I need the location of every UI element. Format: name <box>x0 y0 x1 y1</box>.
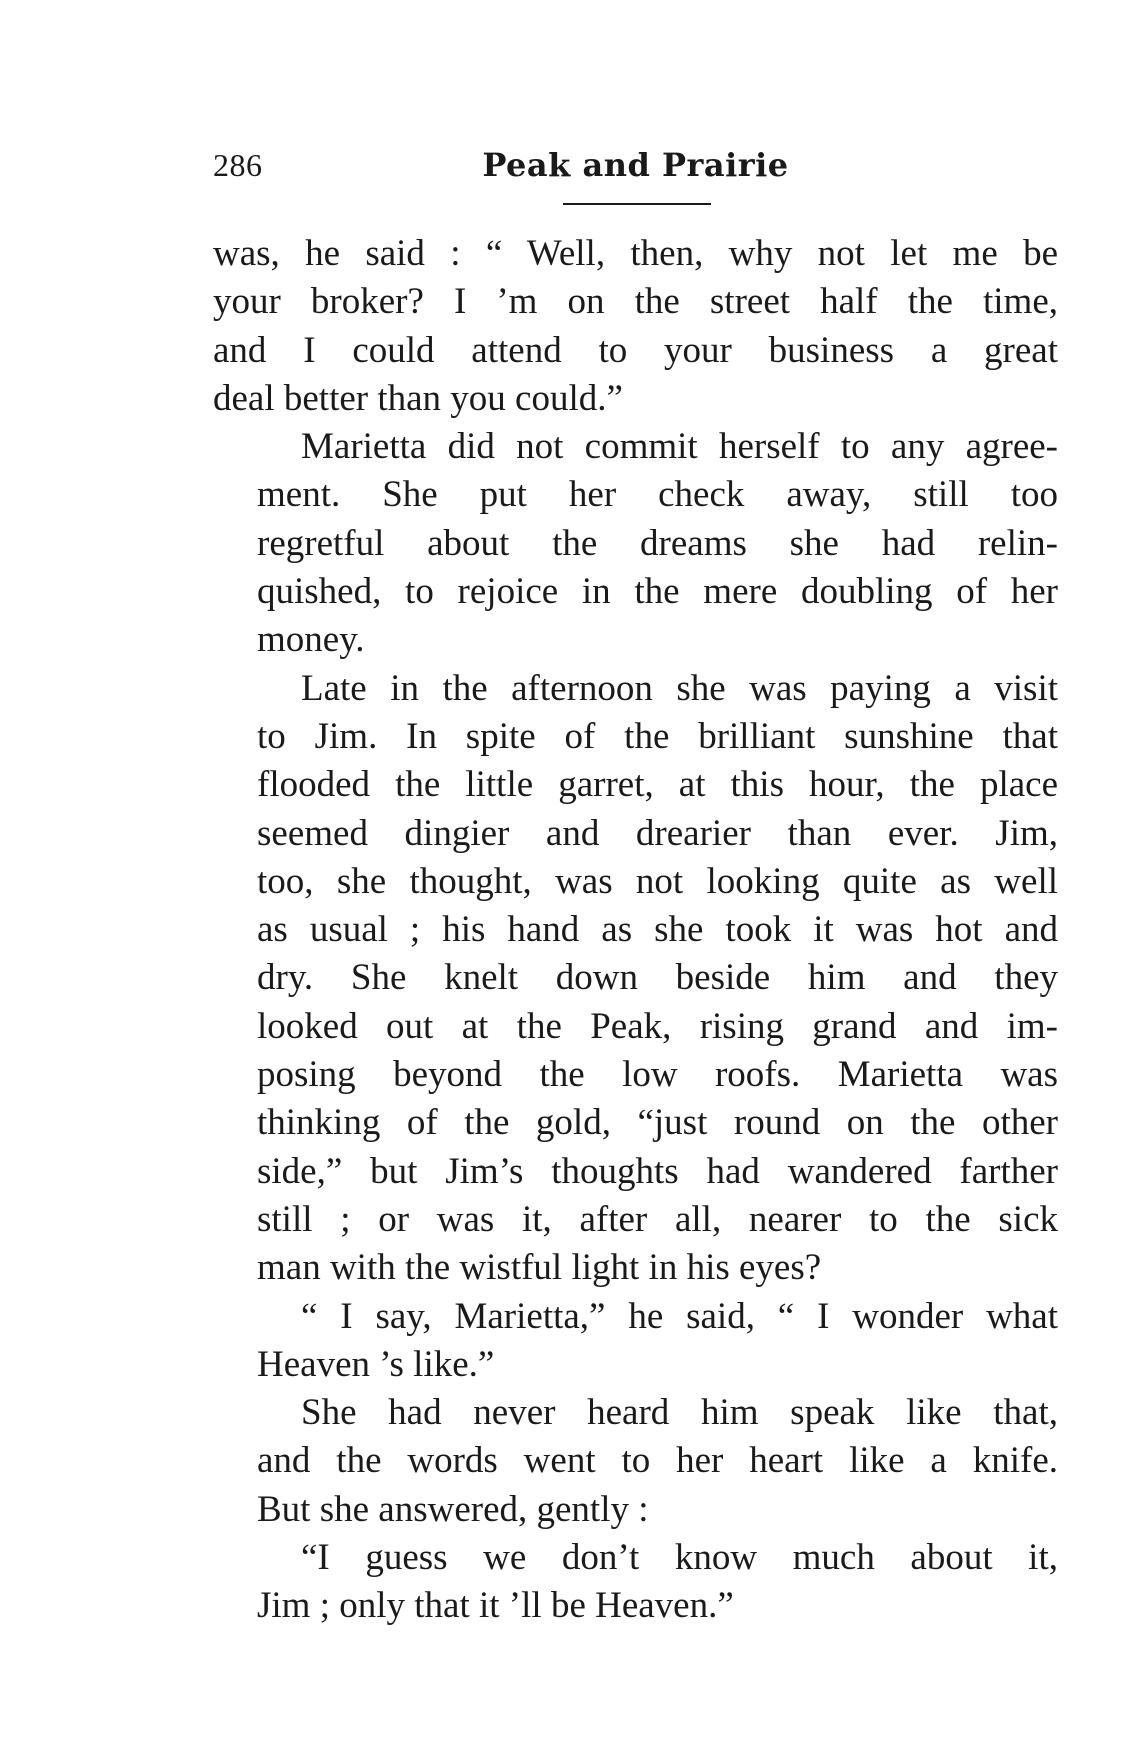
text-line: seemed dingier and drearier than ever. Jim, <box>257 812 1058 854</box>
text-line: to Jim. In spite of the brilliant sunshine that <box>257 715 1058 757</box>
paragraph <box>213 230 1058 423</box>
text-line: thinking of the gold, “just round on the other <box>257 1102 1058 1144</box>
text-line: flooded the little garret, at this hour, the place <box>257 764 1058 806</box>
header-rule <box>563 203 711 205</box>
text-line: dry. She knelt down beside him and they <box>257 957 1058 999</box>
text-line: But she answered, gently : <box>257 1488 649 1530</box>
text-line: and I could attend to your business a great <box>213 329 1058 371</box>
text-line: Jim ; only that it ’ll be Heaven.” <box>257 1585 734 1627</box>
text-line: and the words went to her heart like a knife. <box>257 1440 1058 1482</box>
text-line: money. <box>257 619 365 661</box>
text-line: regretful about the dreams she had relin- <box>257 522 1058 564</box>
paragraph <box>213 665 1058 1293</box>
body-text <box>213 230 1058 1631</box>
text-line: quished, to rejoice in the mere doubling of her <box>257 571 1058 613</box>
page-header <box>213 140 1058 190</box>
text-line: looked out at the Peak, rising grand and im- <box>257 1005 1058 1047</box>
text-line: posing beyond the low roofs. Marietta was <box>257 1054 1058 1096</box>
paragraph <box>213 423 1058 664</box>
paragraph <box>213 1534 1058 1631</box>
text-line: ment. She put her check away, still too <box>257 474 1058 516</box>
text-line: was, he said : “ Well, then, why not let me be <box>213 233 1058 274</box>
text-line: She had never heard him speak like that, <box>301 1392 1058 1434</box>
text-line: Late in the afternoon she was paying a visit <box>301 667 1058 709</box>
text-line: side,” but Jim’s thoughts had wandered farther <box>257 1150 1058 1192</box>
text-line: “ I say, Marietta,” he said, “ I wonder what <box>301 1295 1058 1337</box>
text-line: as usual ; his hand as she took it was hot and <box>257 909 1058 951</box>
text-line: man with the wistful light in his eyes? <box>257 1247 822 1289</box>
text-line: Marietta did not commit herself to any agree- <box>301 426 1058 468</box>
page-number: 286 <box>213 147 263 183</box>
text-line: still ; or was it, after all, nearer to the sick <box>257 1198 1058 1240</box>
running-title: Peak and Prairie <box>482 146 789 184</box>
paragraph <box>213 1389 1058 1534</box>
text-line: too, she thought, was not looking quite as well <box>257 860 1058 902</box>
text-line: deal better than you could.” <box>213 377 623 419</box>
text-line: Heaven ’s like.” <box>257 1343 495 1385</box>
paragraph <box>213 1293 1058 1390</box>
text-line: your broker? I ’m on the street half the time, <box>213 281 1058 323</box>
text-line: “I guess we don’t know much about it, <box>301 1537 1058 1579</box>
